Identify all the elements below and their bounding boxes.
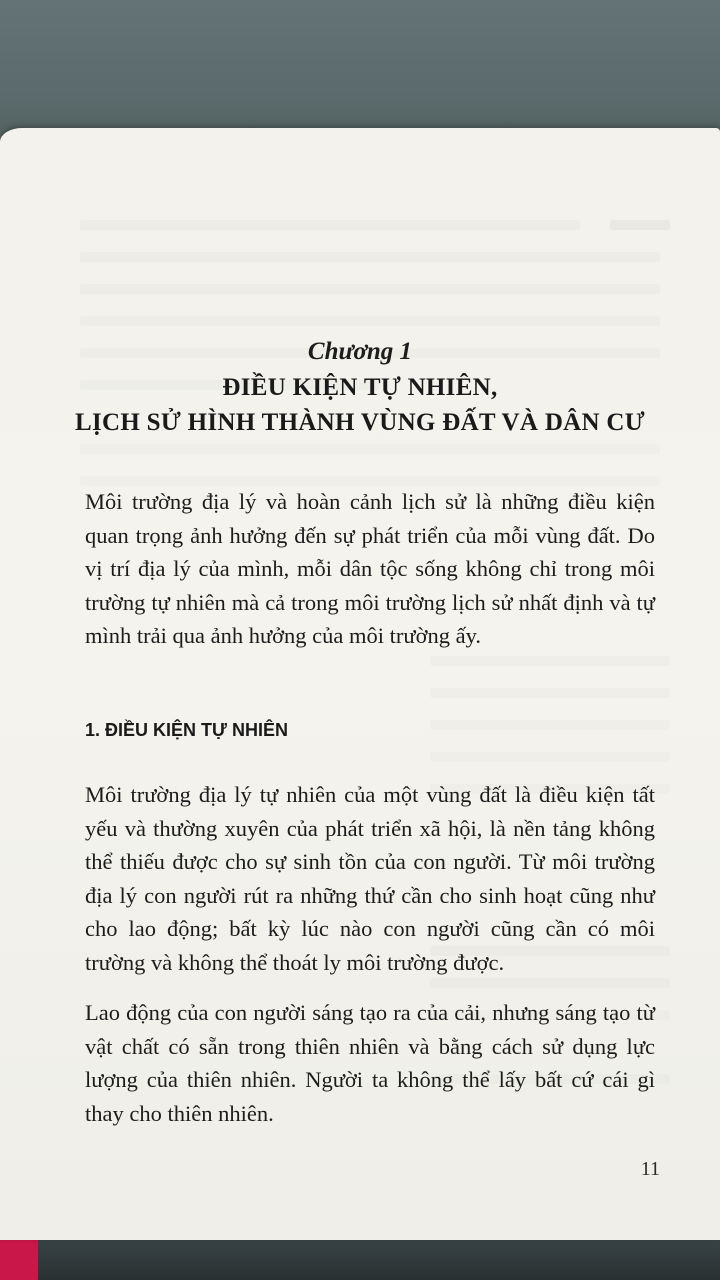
chapter-label: Chương 1 [307,338,413,365]
chapter-title [0,370,720,440]
background-surface-top [0,0,720,140]
background-surface-bottom [0,1236,720,1280]
body-paragraph-2: Môi trường địa lý tự nhiên của một vùng đất là điều kiện tất yếu và thường xuyên của phát triển xã hội, là nền tảng không thể thiếu được cho sự sinh tồn của con người. Từ môi trường địa lý con người rút ra những thứ cần cho sinh hoạt cũng như cho lao động; bất kỳ lúc nào con người cũng cần có môi trường và không thể thoát ly môi trường được. [85,782,655,975]
section-heading: 1. ĐIỀU KIỆN TỰ NHIÊN [85,720,288,740]
chapter-title-line-2: LỊCH SỬ HÌNH THÀNH VÙNG ĐẤT VÀ DÂN CƯ [75,409,645,436]
intro-paragraph: Môi trường địa lý và hoàn cảnh lịch sử là những điều kiện quan trọng ảnh hưởng đến sự phát triển của mỗi vùng đất. Do vị trí địa lý của mình, mỗi dân tộc sống không chỉ trong môi trường tự nhiên mà cả trong môi trường lịch sử nhất định và tự mình trải qua ảnh hưởng của môi trường ấy. [85,489,655,648]
book-page [0,128,720,1240]
body-paragraph-3: Lao động của con người sáng tạo ra của cải, nhưng sáng tạo từ vật chất có sẵn trong thiên nhiên và bằng cách sử dụng lực lượng của thiên nhiên. Người ta không thể lấy bất cứ cái gì thay cho thiên nhiên. [85,1000,655,1126]
chapter-title-line-1: ĐIỀU KIỆN TỰ NHIÊN, [222,374,498,401]
page-number: 11 [640,1158,660,1180]
